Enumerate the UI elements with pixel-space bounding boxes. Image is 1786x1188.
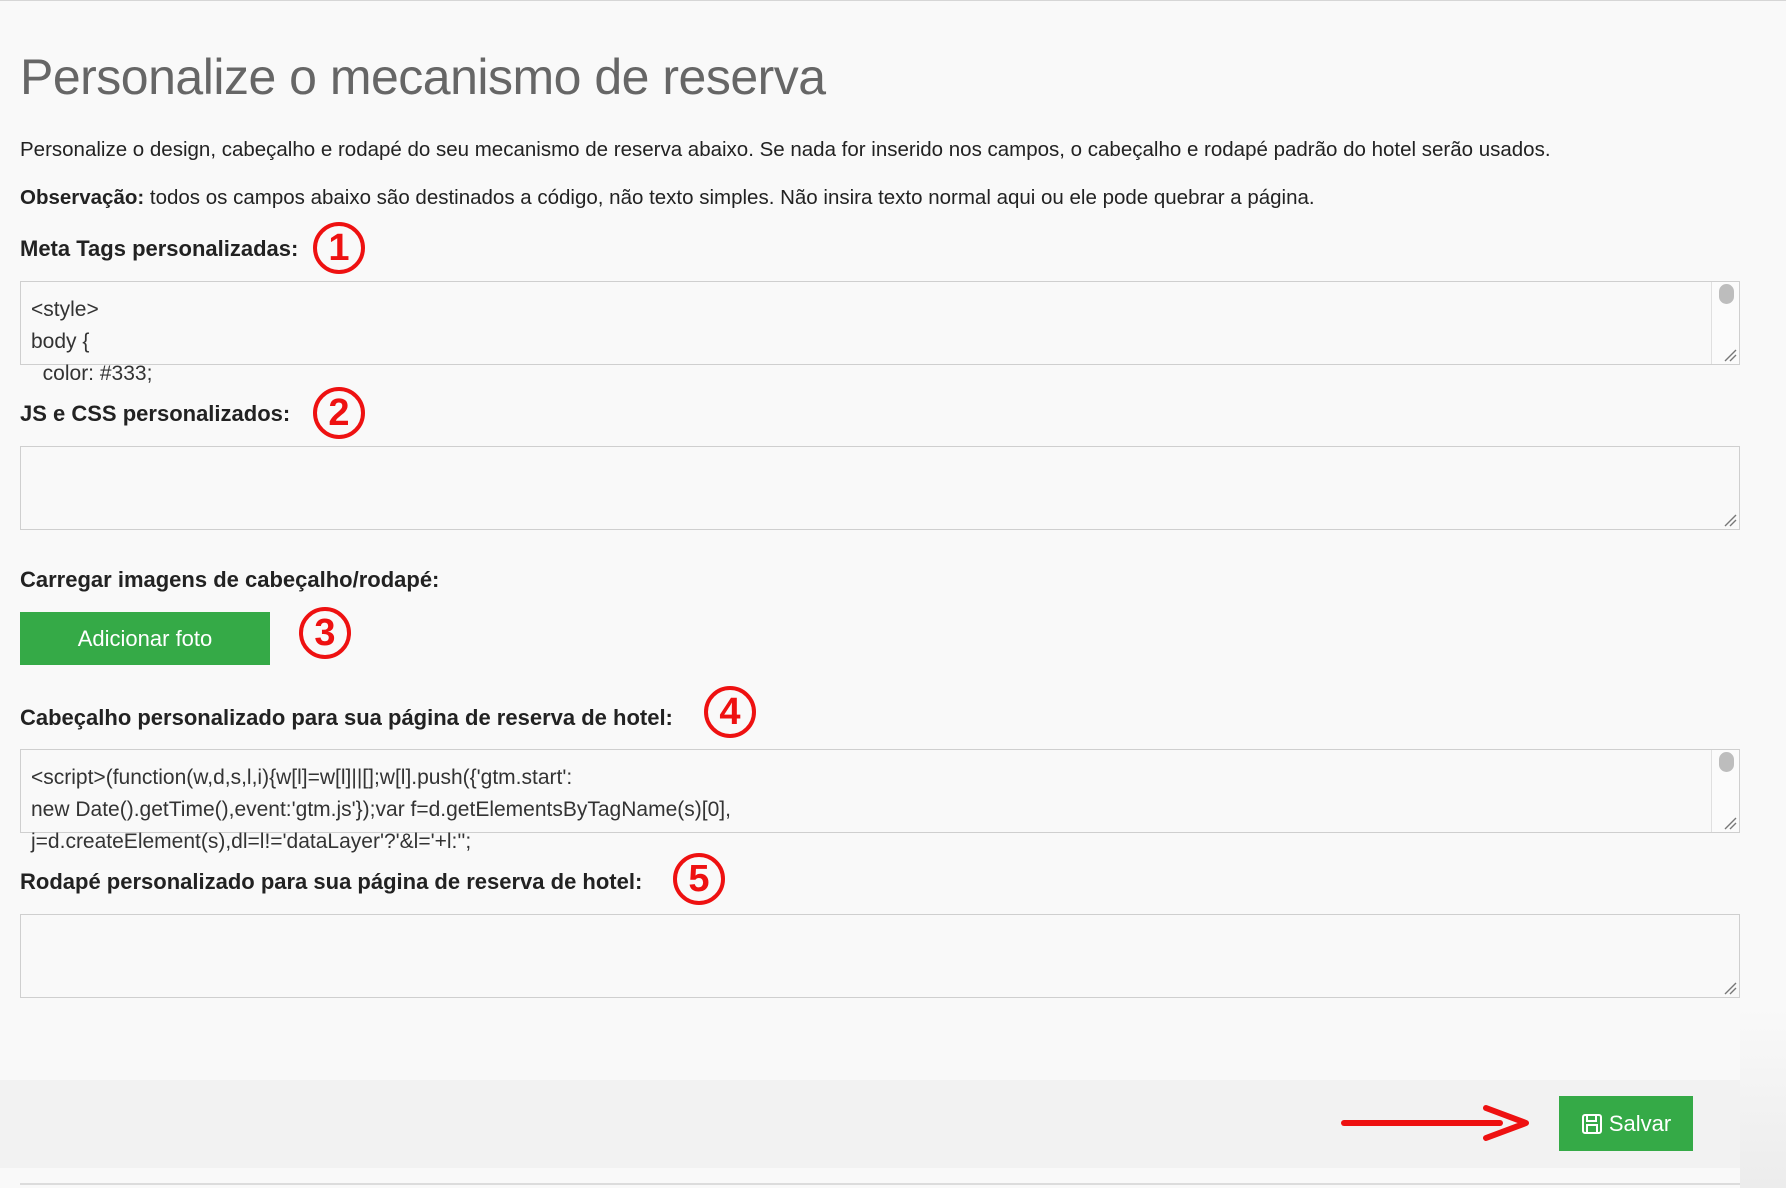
page-title: Personalize o mecanismo de reserva	[20, 49, 826, 105]
meta-tags-textarea[interactable]	[20, 281, 1740, 385]
resize-handle-icon[interactable]	[1723, 513, 1737, 527]
resize-handle-icon[interactable]	[1723, 816, 1737, 830]
footer-textarea[interactable]	[20, 914, 1740, 998]
intro-text: Personalize o design, cabeçalho e rodapé do seu mecanismo de reserva abaixo. Se nada for inserido nos campos, o cabeçalho e rodapé padrão do hotel serão usados.	[20, 138, 1551, 161]
header-code: <script>(function(w,d,s,l,i){w[l]=w[l]||[];w[l].push({'gtm.start': new Date().getTime(),event:'gtm.js'});var f=d.getElementsByTagName(s)[0], j=d.createElement(s),dl=l!='dataLayer'?'&l='+l:'';	[31, 766, 731, 853]
resize-handle-icon[interactable]	[1723, 348, 1737, 362]
header-textarea[interactable]	[20, 749, 1740, 853]
meta-tags-label: Meta Tags personalizadas:	[20, 236, 299, 261]
annotation-badge-3: 3	[299, 607, 351, 659]
save-button-label: Salvar	[1608, 1110, 1672, 1136]
annotation-badge-2: 2	[313, 387, 365, 439]
annotation-badge-5: 5	[673, 853, 725, 905]
add-photo-button[interactable]: Adicionar foto	[20, 612, 270, 665]
save-button[interactable]	[1559, 1096, 1693, 1151]
meta-tags-code: <style> body { color: #333;	[31, 298, 153, 385]
images-label: Carregar imagens de cabeçalho/rodapé:	[20, 567, 440, 592]
note-body: todos os campos abaixo são destinados a código, não texto simples. Não insira texto normal aqui ou ele pode quebrar a página.	[144, 186, 1315, 209]
page-edge-shadow	[1740, 1008, 1786, 1188]
js-css-textarea[interactable]	[20, 446, 1740, 530]
resize-handle-icon[interactable]	[1723, 981, 1737, 995]
floppy-disk-icon	[1581, 1113, 1603, 1135]
annotation-badge-1: 1	[313, 222, 365, 274]
annotation-arrow-icon	[1340, 1104, 1530, 1142]
header-label: Cabeçalho personalizado para sua página de reserva de hotel:	[20, 705, 673, 730]
note-label: Observação:	[20, 186, 145, 209]
bottom-divider	[20, 1183, 1740, 1185]
note-text	[20, 186, 1315, 210]
annotation-badge-4: 4	[704, 686, 756, 738]
footer-label: Rodapé personalizado para sua página de reserva de hotel:	[20, 869, 643, 894]
top-divider	[0, 0, 1786, 1]
scrollbar-thumb[interactable]	[1719, 752, 1734, 772]
js-css-label: JS e CSS personalizados:	[20, 401, 291, 426]
scrollbar-thumb[interactable]	[1719, 284, 1734, 304]
